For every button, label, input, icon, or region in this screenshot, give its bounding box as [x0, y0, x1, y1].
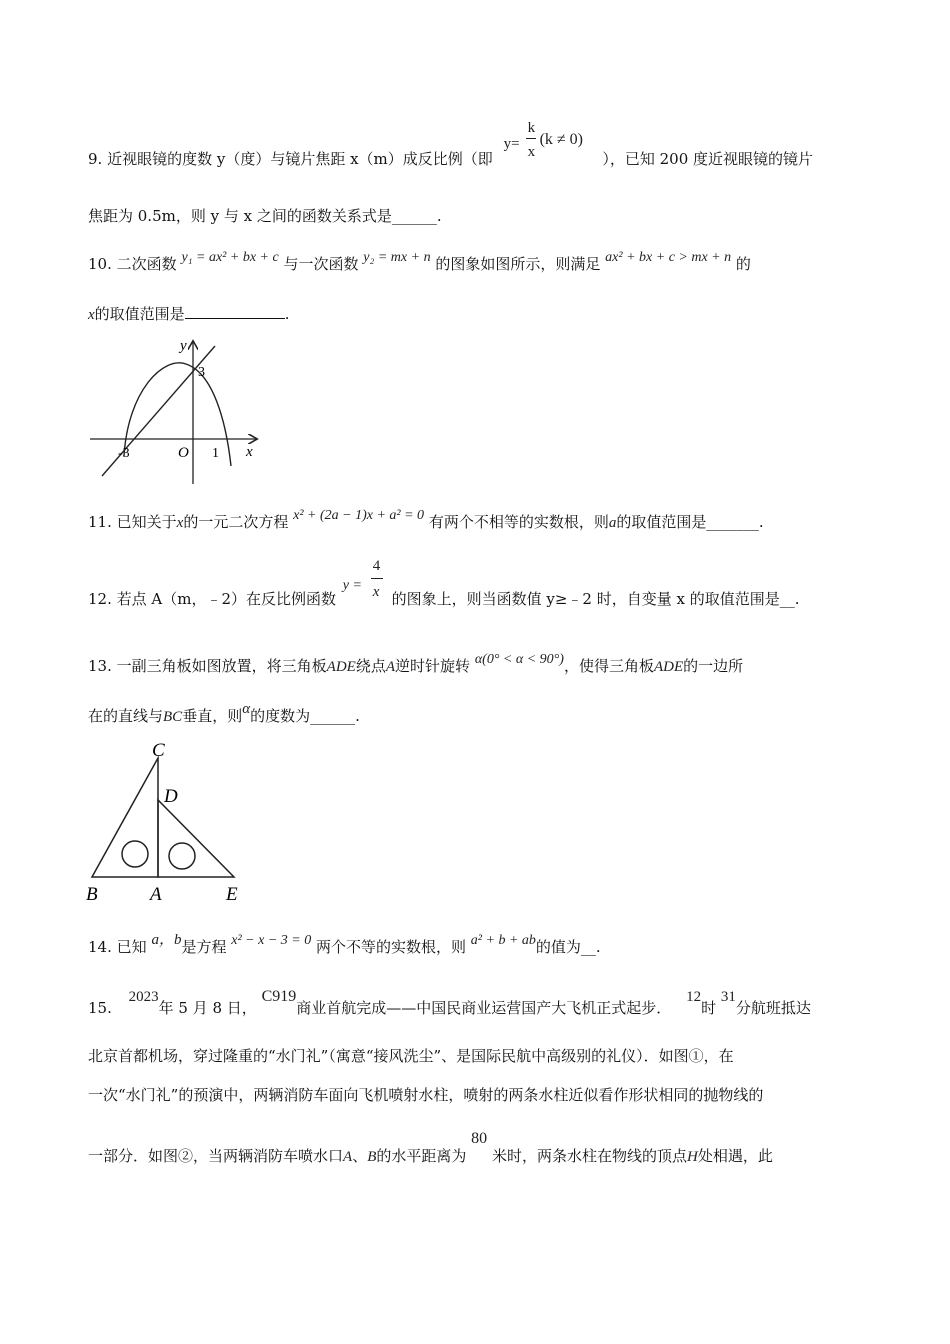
q10-var: x	[88, 307, 95, 323]
q13-line2	[88, 701, 360, 727]
q11-num: 11.	[88, 513, 112, 531]
q15-num: 15.	[88, 999, 112, 1017]
q12-frac-bar	[371, 578, 383, 579]
label-a: A	[150, 884, 162, 905]
q10-t1: 二次函数	[116, 255, 177, 273]
q9-text-a: 9. 近视眼镜的度数 y（度）与镜片焦距 x（m）成反比例（即	[88, 150, 493, 168]
q11-formula: x² + (2a − 1)x + a² = 0	[293, 508, 425, 523]
q10-t2: 与一次函数	[283, 255, 359, 273]
label-b: B	[86, 884, 98, 905]
graph-origin-label: O	[178, 445, 189, 461]
q11-t3: 有两个不相等的实数根，则	[428, 513, 609, 531]
q10-f1: y₁ = ax² + bx + c	[181, 250, 279, 265]
q14-t4: 的值为__.	[535, 938, 601, 956]
q15-line1	[88, 988, 811, 1019]
q15-dist: 80	[471, 1130, 488, 1147]
q12-frac-num: 4	[372, 558, 381, 574]
q10-f3: ax² + bx + c > mx + n	[605, 250, 732, 265]
q10-t4: 的	[735, 255, 751, 273]
q12-lhs: y =	[342, 578, 362, 593]
q11-line	[88, 508, 764, 534]
q13-line2-b: 垂直，则	[182, 707, 243, 725]
q14-formula2: a² + b + ab	[470, 933, 536, 948]
q11-t4: 的取值范围是_______.	[616, 513, 764, 531]
q10-f2: y₂ = mx + n	[363, 250, 431, 265]
q9-formula-bar	[526, 138, 536, 139]
q13-t1: 一副三角板如图放置，将三角板	[116, 657, 327, 675]
graph-x-label: x	[246, 444, 253, 460]
q15-t4: 分航班抵达	[735, 999, 811, 1017]
q15-B: B	[367, 1149, 377, 1165]
q10-line1	[88, 250, 751, 276]
q10-num: 10.	[88, 255, 112, 273]
q9-line1	[88, 120, 814, 169]
q13-a: A	[385, 659, 396, 675]
q15-line3: 一次“水门礼”的预演中，两辆消防车面向飞机喷射水柱，喷射的两条水柱近似看作形状相同的抛物线的	[88, 1086, 764, 1104]
q12-formula	[341, 558, 387, 604]
q15-t1: 年 5 月 8 日，	[158, 999, 257, 1017]
q15-sep: 、	[352, 1147, 368, 1165]
q15-t3: 时	[701, 999, 717, 1017]
q15-line4	[88, 1130, 773, 1167]
graph-tick-1: 1	[212, 446, 219, 461]
q14-t1: 已知	[116, 938, 147, 956]
q14-num: 14.	[88, 938, 112, 956]
q10-line2-text: 的取值范围是	[94, 305, 185, 323]
q13-num: 13.	[88, 657, 112, 675]
q15-plane: C919	[261, 988, 297, 1005]
q9-line2: 焦距为 0.5m，则 y 与 x 之间的函数关系式是______.	[88, 207, 442, 225]
q12-t2: 的图象上，则当函数值 y≥﹣2 时，自变量 x 的取值范围是__.	[391, 590, 800, 608]
q13-line2-a: 在的直线与	[88, 707, 164, 725]
q13-t2: 绕点	[355, 657, 386, 675]
graph-tick-neg3: -3	[118, 446, 130, 461]
q15-line2: 北京首都机场，穿过隆重的“水门礼”（寓意“接风洗尘”、是国际民航中高级别的礼仪）．如图①，在	[88, 1047, 734, 1065]
q15-hour: 12	[686, 989, 702, 1005]
q12-line	[88, 558, 800, 609]
q11-var: x	[176, 515, 184, 531]
q13-t5: 的一边所	[683, 657, 744, 675]
q14-t3: 两个不等的实数根，则	[316, 938, 467, 956]
q15-H: H	[686, 1149, 698, 1165]
q15-t2: 商业首航完成——中国民商业运营国产大飞机正式起步．	[296, 999, 672, 1017]
triangle-abc	[92, 758, 158, 877]
q9-formula-lhs: y=	[503, 136, 520, 152]
q14-formula: x² − x − 3 = 0	[231, 933, 312, 948]
q13-formula: α(0° < α < 90°)	[474, 652, 564, 667]
q9-formula-cond: (k ≠ 0)	[539, 131, 583, 148]
q9-formula-num: k	[527, 120, 536, 136]
q11-var2: a	[608, 515, 617, 531]
q12-frac-den: x	[372, 584, 380, 600]
q13-ade: ADE	[326, 659, 356, 675]
q10-graph	[88, 336, 268, 486]
q10-t3: 的图象如图所示，则满足	[435, 255, 601, 273]
q13-line2-c: 的度数为______.	[250, 707, 360, 725]
q12-num: 12.	[88, 590, 112, 608]
q13-line1	[88, 652, 744, 678]
q12-t1: 若点 A（m，﹣2）在反比例函数	[116, 590, 337, 608]
label-c: C	[152, 740, 165, 761]
q15-line4-b: 的水平距离为	[376, 1147, 467, 1165]
triangle-abc-hole	[122, 841, 148, 867]
q14-line	[88, 932, 601, 959]
q13-t4: ，使得三角板	[563, 657, 654, 675]
q9-text-b: ），已知 200 度近视眼镜的镜片	[602, 150, 814, 168]
q10-line2-end: .	[284, 305, 290, 323]
q11-t1: 已知关于	[116, 513, 177, 531]
q13-t3: 逆时针旋转	[395, 657, 471, 675]
q10-answer-blank	[185, 304, 285, 319]
triangle-ade-hole	[169, 843, 195, 869]
graph-y-label: y	[180, 338, 187, 354]
q15-A: A	[343, 1149, 353, 1165]
q15-minute: 31	[720, 989, 736, 1005]
q11-t2: 的一元二次方程	[183, 513, 289, 531]
q15-line4-d: 处相遇，此	[697, 1147, 773, 1165]
label-d: D	[164, 786, 178, 807]
label-e: E	[226, 884, 238, 905]
q15-line4-c: 米时，两条水柱在物线的顶点	[491, 1147, 687, 1165]
q13-bc: BC	[163, 709, 183, 725]
q13-alpha: α	[242, 701, 251, 717]
q15-year: 2023	[128, 989, 159, 1005]
graph-tick-3: 3	[198, 365, 205, 380]
triangle-ade	[158, 800, 234, 877]
q9-formula	[498, 120, 598, 164]
q15-line4-a: 一部分．如图②，当两辆消防车喷水口	[88, 1147, 344, 1165]
q9-formula-den: x	[527, 144, 536, 160]
q14-t2: 是方程	[181, 938, 227, 956]
q10-line2	[88, 304, 289, 325]
q13-figure	[84, 740, 254, 910]
q14-ab: a，b	[151, 932, 182, 948]
q13-ade2: ADE	[653, 659, 684, 675]
